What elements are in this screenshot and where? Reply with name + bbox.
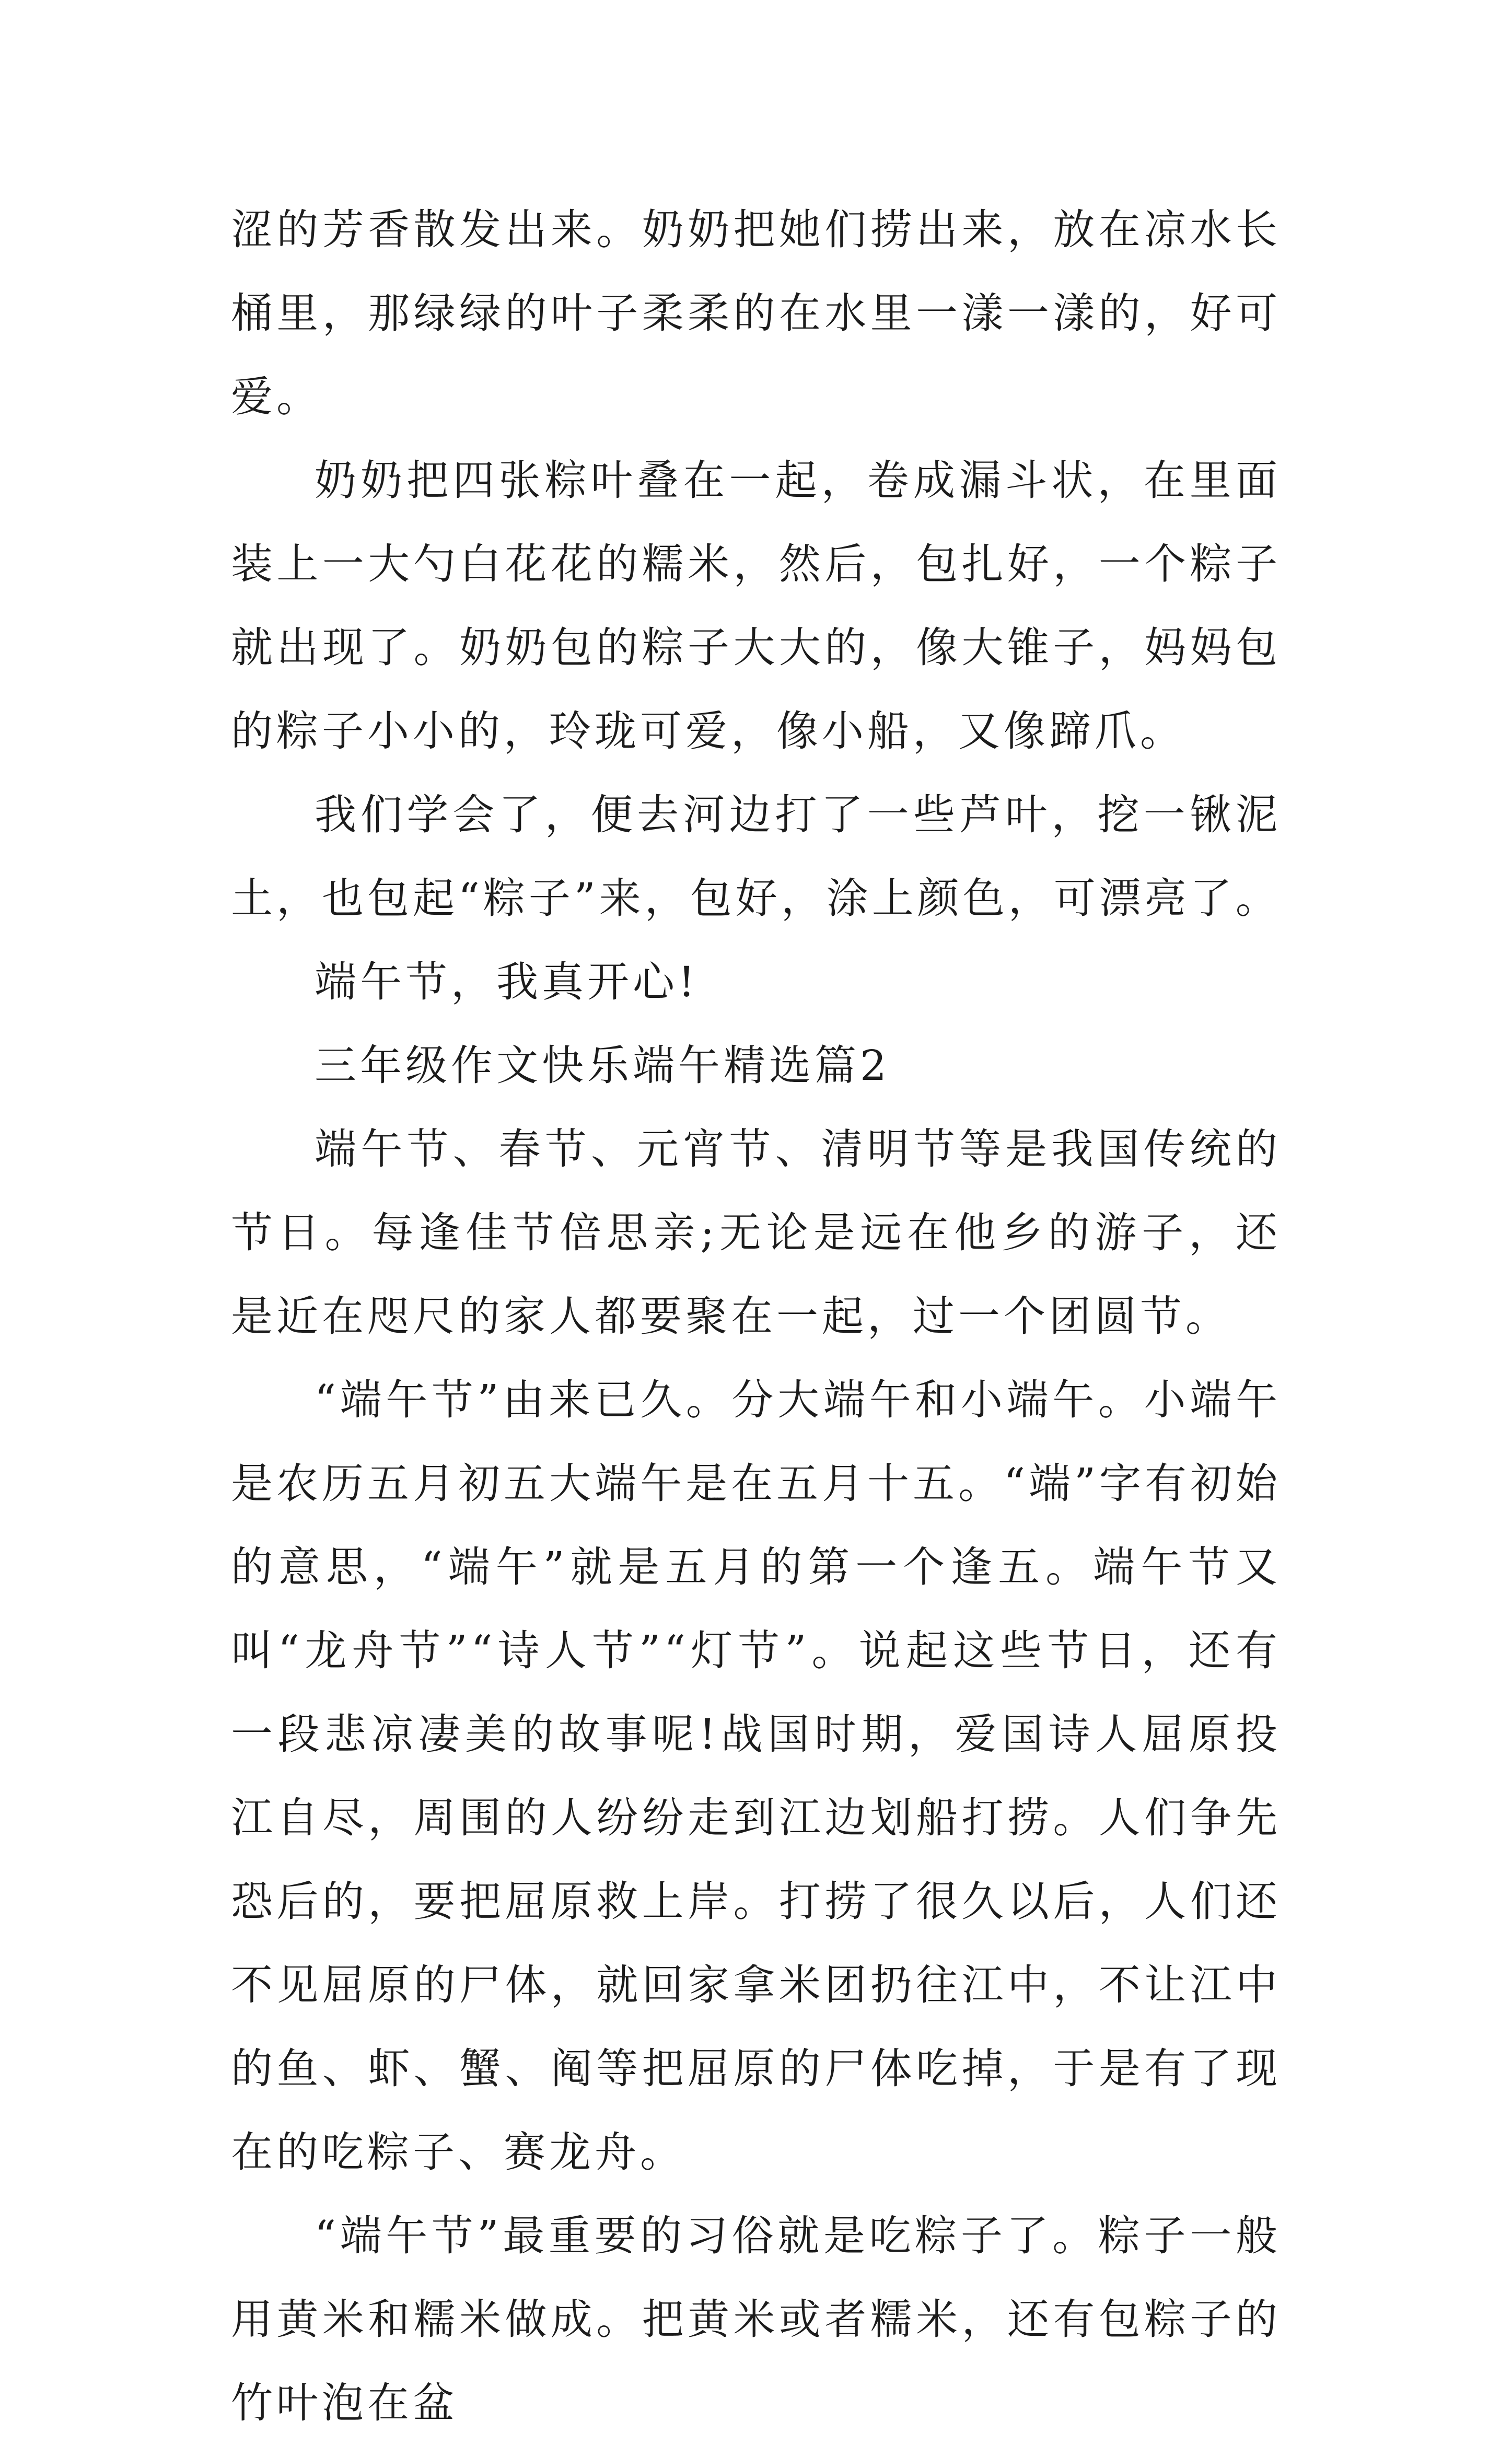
paragraph-8: “端午节”最重要的习俗就是吃粽子了。粽子一般用黄米和糯米做成。把黄米或者糯米，还有包粽子的竹叶泡在盆: [231, 2211, 1281, 2427]
paragraph-2: 奶奶把四张粽叶叠在一起，卷成漏斗状，在里面装上一大勺白花花的糯米，然后，包扎好，一个粽子就出现了。奶奶包的粽子大大的，像大锥子，妈妈包的粽子小小的，玲珑可爱，像小船，又像蹄爪。: [231, 456, 1281, 755]
paragraph-6: 端午节、春节、元宵节、清明节等是我国传统的节日。每逢佳节倍思亲;无论是远在他乡的游子，还是近在咫尺的家人都要聚在一起，过一个团圆节。: [231, 1125, 1281, 1341]
paragraph-1: 涩的芳香散发出来。奶奶把她们捞出来，放在凉水长桶里，那绿绿的叶子柔柔的在水里一漾一漾的，好可爱。: [231, 205, 1281, 421]
paragraph-7: “端午节”由来已久。分大端午和小端午。小端午是农历五月初五大端午是在五月十五。“端”字有初始的意思，“端午”就是五月的第一个逢五。端午节又叫“龙舟节”“诗人节”“灯节”。说起这些节日，还有一段悲凉凄美的故事呢!战国时期，爱国诗人屈原投江自尽，周围的人纷纷走到江边划船打捞。人们争先恐后的，要把屈原救上岸。打捞了很久以后，人们还不见屈原的尸体，就回家拿米团扔往江中，不让江中的鱼、虾、蟹、阄等把屈原的尸体吃掉，于是有了现在的吃粽子、赛龙舟。: [231, 1376, 1281, 2176]
paragraph-4: 端午节，我真开心!: [315, 958, 699, 1006]
document-body: [231, 188, 1281, 2445]
paragraph-3: 我们学会了，便去河边打了一些芦叶，挖一锹泥土，也包起“粽子”来，包好，涂上颜色，可漂亮了。: [231, 790, 1281, 923]
section-heading: 三年级作文快乐端午精选篇2: [315, 1041, 890, 1090]
